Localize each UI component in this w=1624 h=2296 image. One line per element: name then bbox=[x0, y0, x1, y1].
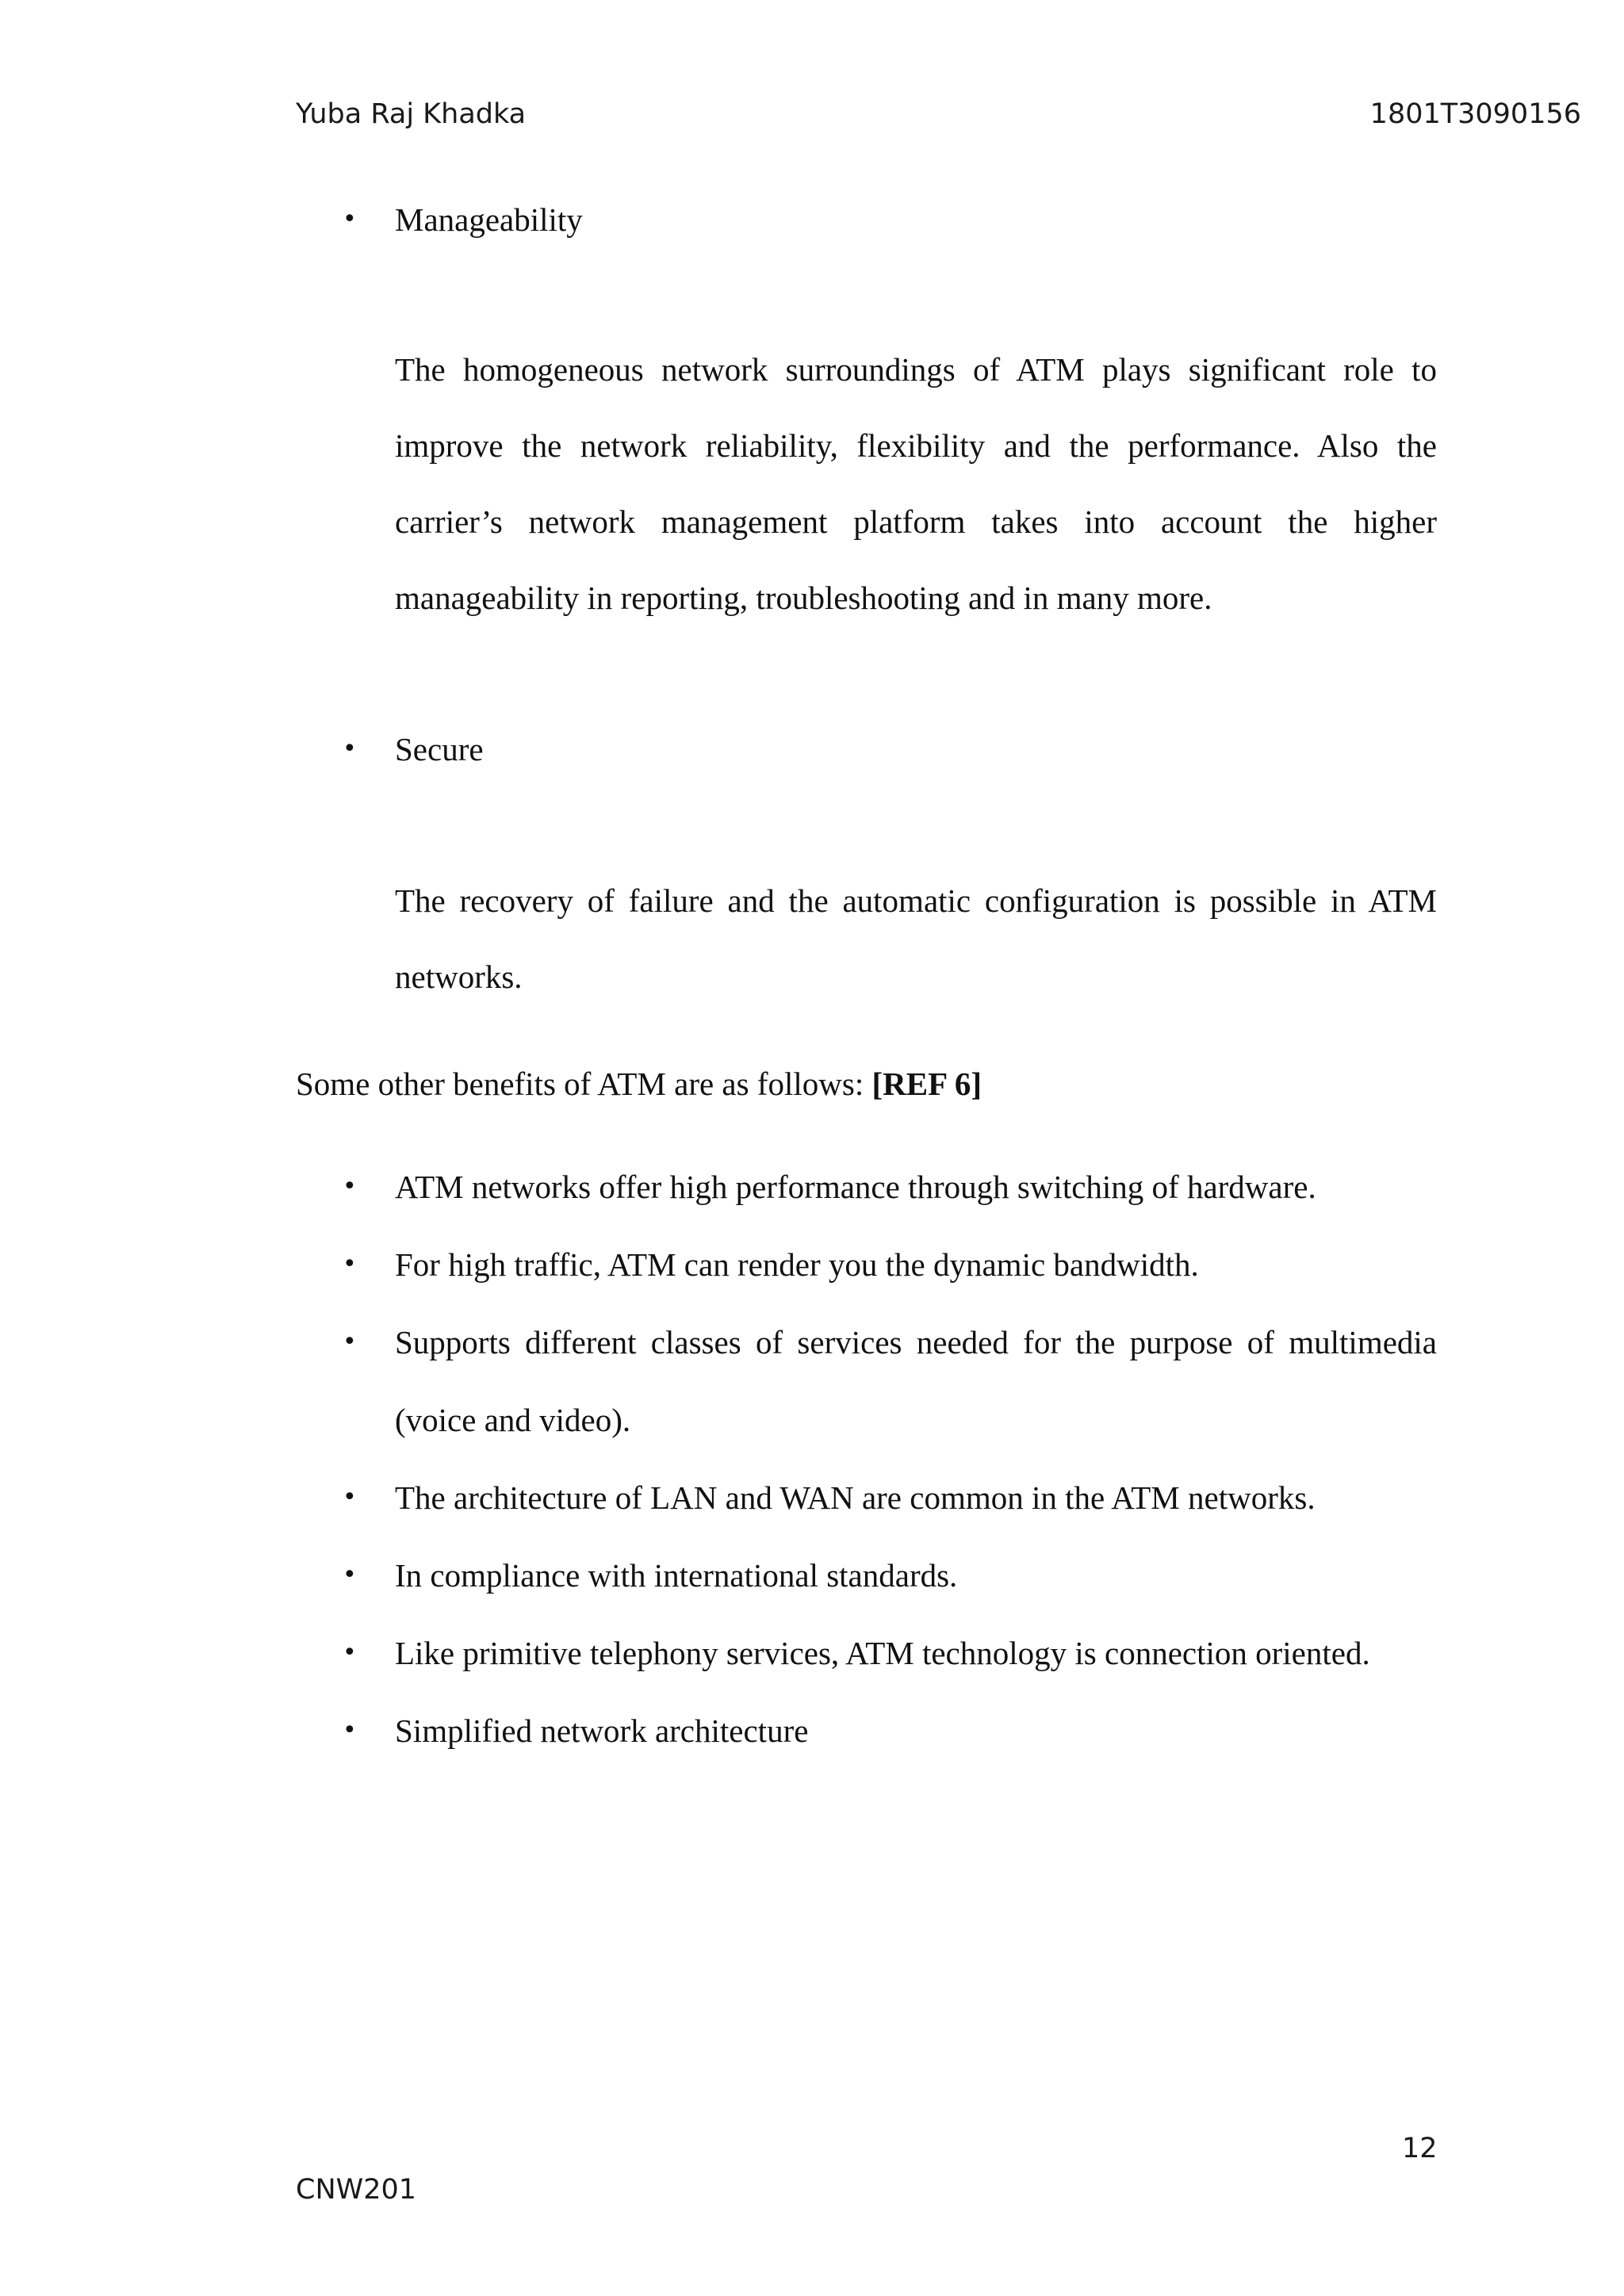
bullet-icon: • bbox=[343, 1483, 357, 1511]
benefits-reference: [REF 6] bbox=[871, 1066, 982, 1102]
list-item-text: ATM networks offer high performance through switching of hardware. bbox=[395, 1169, 1316, 1205]
section-heading-text: Manageability bbox=[395, 201, 583, 238]
list-item-text: For high traffic, ATM can render you the dynamic bandwidth. bbox=[395, 1246, 1199, 1283]
bullet-icon: • bbox=[343, 735, 357, 763]
bullet-icon: • bbox=[343, 1173, 357, 1200]
benefits-intro-text: Some other benefits of ATM are as follows: bbox=[296, 1066, 872, 1102]
bullet-icon: • bbox=[343, 205, 357, 233]
bullet-icon: • bbox=[343, 1561, 357, 1589]
section-paragraph-manageability: The homogeneous network surroundings of ATM plays significant role to improve the network reliability, flexibility and the performance. Also the carrier’s network management platform takes into account the higher manageability in reporting, troubleshooting and in many more. bbox=[395, 351, 1437, 616]
bullet-icon: • bbox=[343, 1328, 357, 1356]
list-item-text: Supports different classes of services needed for the purpose of multimedia (voice and video). bbox=[395, 1324, 1437, 1438]
bullet-icon: • bbox=[343, 1639, 357, 1667]
page-number: 12 bbox=[1402, 2133, 1438, 2164]
header-student-id: 1801T3090156 bbox=[1369, 98, 1581, 130]
list-item-text: The architecture of LAN and WAN are common in the ATM networks. bbox=[395, 1479, 1316, 1516]
bullet-icon: • bbox=[343, 1716, 357, 1744]
bullet-icon: • bbox=[343, 1250, 357, 1278]
list-item-text: Simplified network architecture bbox=[395, 1712, 809, 1749]
list-item-text: In compliance with international standards. bbox=[395, 1557, 958, 1594]
header-author: Yuba Raj Khadka bbox=[296, 98, 527, 130]
section-paragraph-secure: The recovery of failure and the automatic configuration is possible in ATM networks. bbox=[395, 882, 1437, 995]
footer-course-code: CNW201 bbox=[296, 2174, 417, 2206]
section-heading-text: Secure bbox=[395, 731, 484, 767]
list-item-text: Like primitive telephony services, ATM technology is connection oriented. bbox=[395, 1635, 1370, 1671]
benefits-intro bbox=[296, 1062, 982, 1105]
